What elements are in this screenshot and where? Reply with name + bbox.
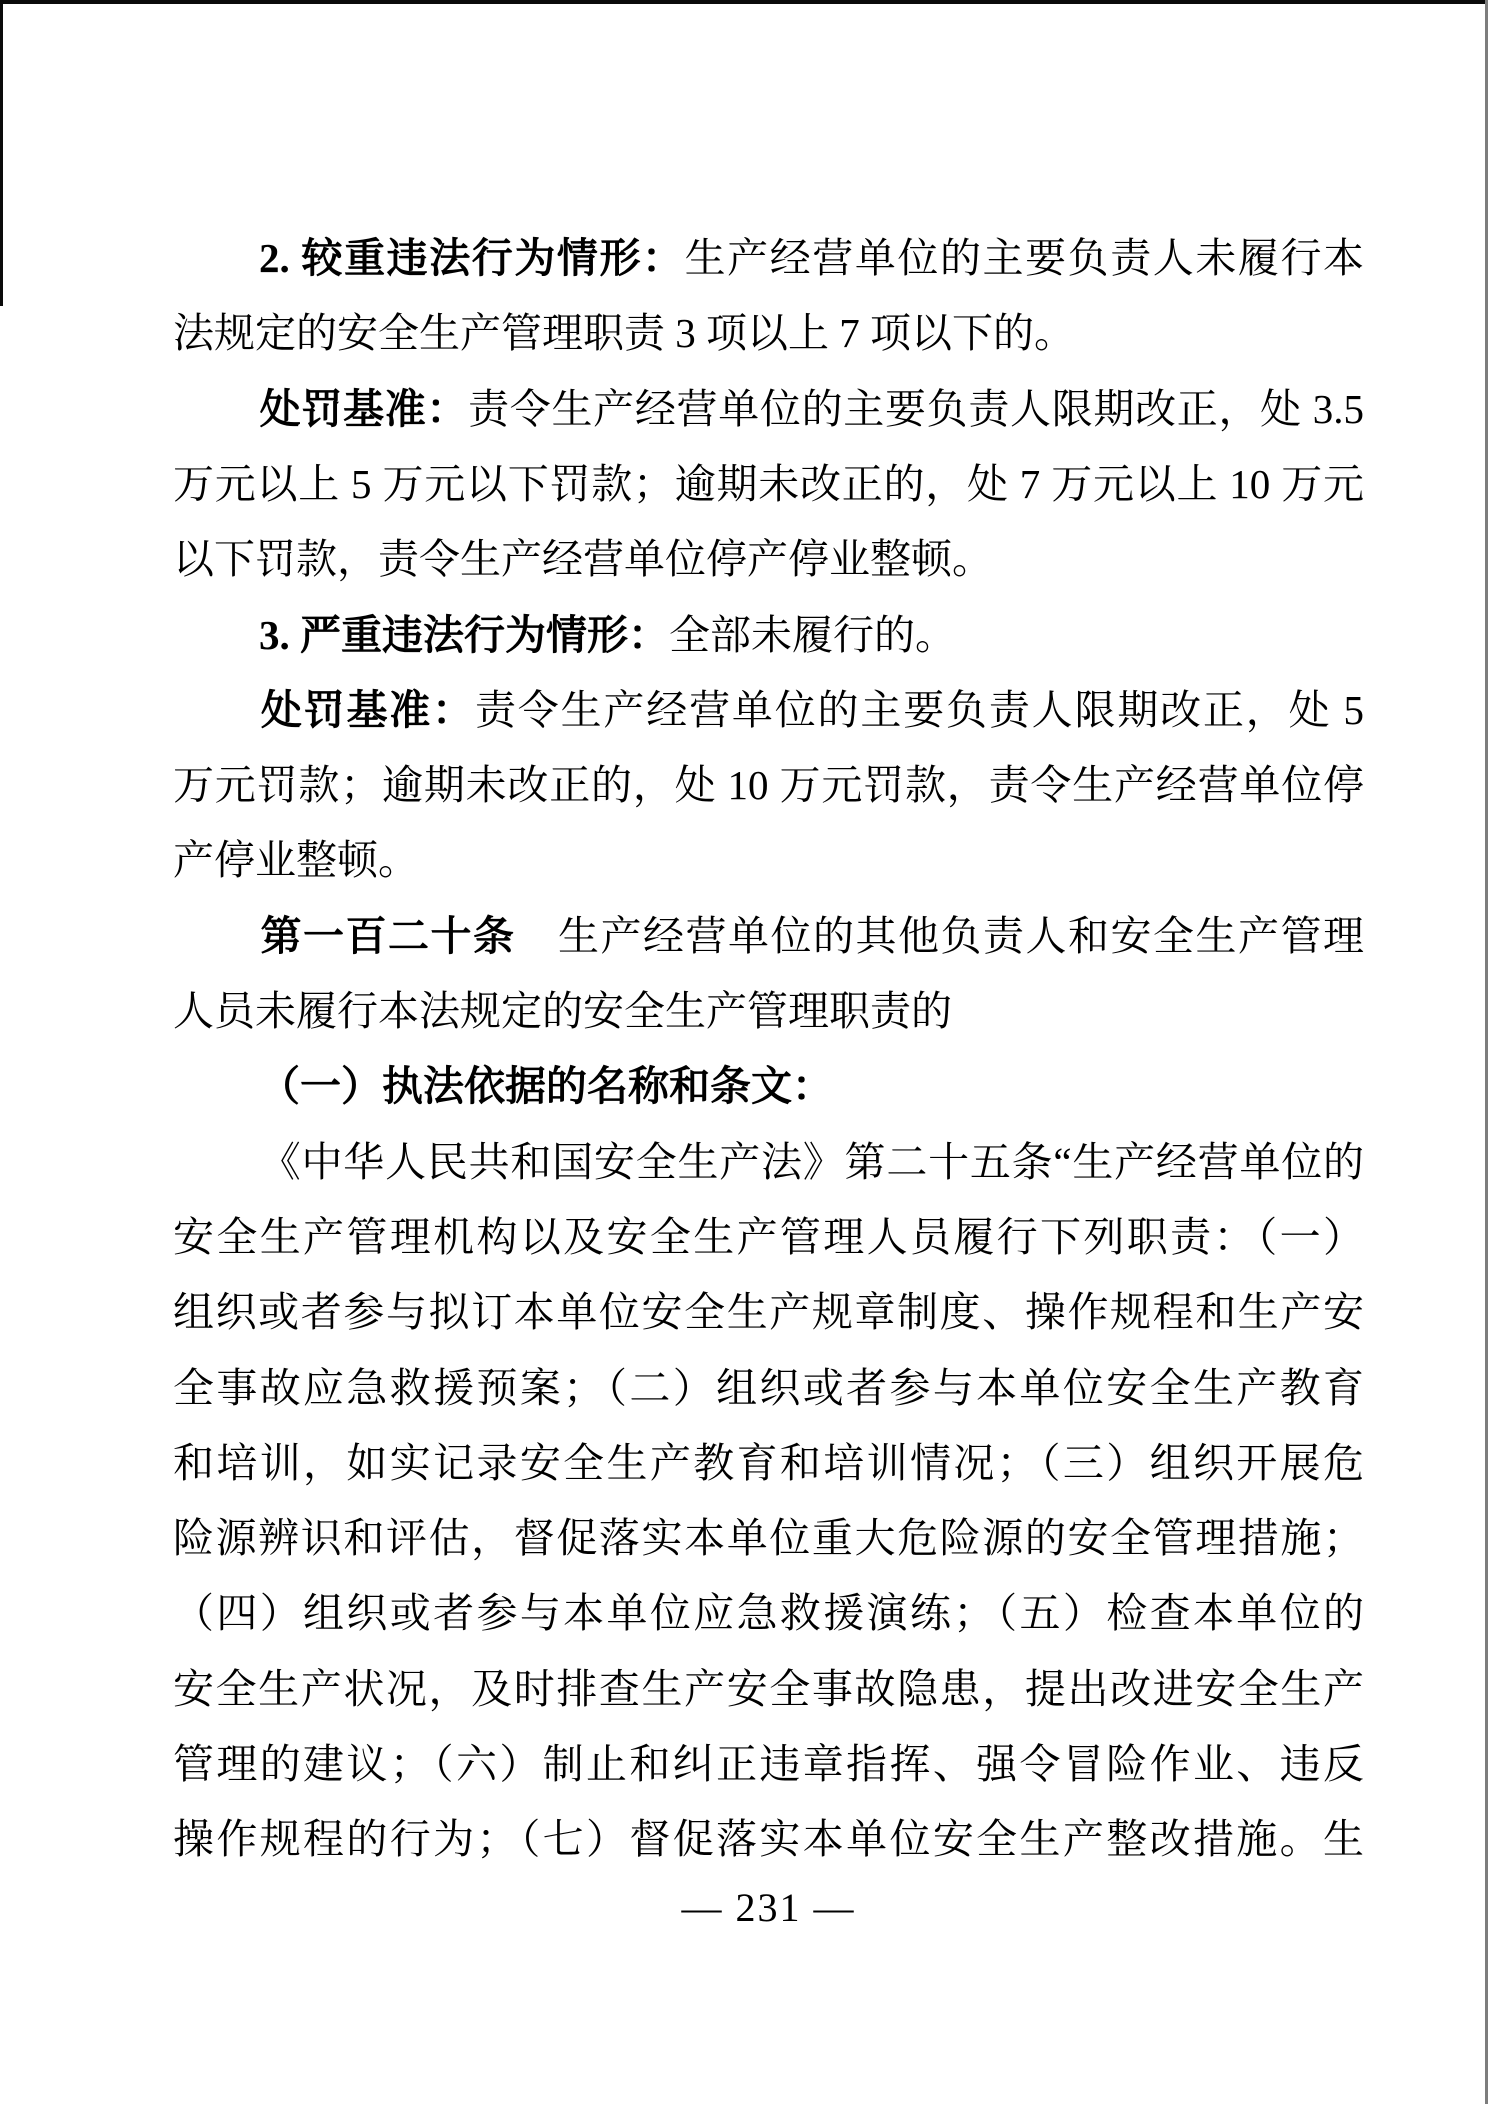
body-text: 《中华人民共和国安全生产法》第二十五条“生产经营单位的 [259, 1139, 1364, 1185]
text-line [173, 1274, 1364, 1350]
text-line [173, 446, 1364, 522]
bold-text: 3. 严重违法行为情形： [259, 612, 669, 658]
body-text: 法规定的安全生产管理职责 3 项以上 7 项以下的。 [173, 310, 1075, 356]
text-line [173, 822, 1364, 898]
bold-text: 2. 较重违法行为情形： [259, 235, 685, 281]
body-text: 生产经营单位的其他负责人和安全生产管理 [515, 913, 1364, 959]
paragraph-indent [173, 949, 259, 950]
body-text: 万元以上 5 万元以下罚款；逾期未改正的，处 7 万元以上 10 万元 [173, 461, 1364, 507]
bold-text: （一）执法依据的名称和条文： [259, 1063, 833, 1109]
body-text: 险源辨识和评估，督促落实本单位重大危险源的安全管理措施； [173, 1515, 1364, 1561]
text-line [173, 1726, 1364, 1802]
text-line [173, 898, 1364, 974]
text-line [173, 1199, 1364, 1275]
body-text: （四）组织或者参与本单位应急救援演练；（五）检查本单位的 [173, 1590, 1364, 1636]
body-text: 责令生产经营单位的主要负责人限期改正，处 5 [474, 687, 1365, 733]
text-line [173, 973, 1364, 1049]
text-line [173, 1651, 1364, 1727]
paragraph-indent [173, 422, 259, 423]
text-line [173, 1350, 1364, 1426]
body-text: 管理的建议；（六）制止和纠正违章指挥、强令冒险作业、违反 [173, 1741, 1364, 1787]
text-line [173, 1425, 1364, 1501]
body-text: 万元罚款；逾期未改正的，处 10 万元罚款，责令生产经营单位停 [173, 762, 1364, 808]
bold-text: 处罚基准： [259, 386, 469, 432]
body-text: 生产经营单位的主要负责人未履行本 [684, 235, 1365, 281]
body-text: 和培训，如实记录安全生产教育和培训情况；（三）组织开展危 [173, 1440, 1364, 1486]
body-text: 全事故应急救援预案；（二）组织或者参与本单位安全生产教育 [173, 1365, 1364, 1411]
text-line [173, 295, 1364, 371]
paragraph-indent [173, 1175, 259, 1176]
text-line [173, 371, 1364, 447]
body-text: 安全生产状况，及时排查生产安全事故隐患，提出改进安全生产 [173, 1666, 1364, 1712]
page-number: — 231 — [681, 1885, 856, 1930]
text-line [173, 521, 1364, 597]
paragraph-indent [173, 648, 259, 649]
paragraph-indent [173, 723, 259, 724]
text-line [173, 1801, 1364, 1877]
text-line [173, 597, 1364, 673]
text-line [173, 747, 1364, 823]
text-line [173, 220, 1364, 296]
text-line [173, 1500, 1364, 1576]
paragraph-indent [173, 271, 259, 272]
body-text: 全部未履行的。 [669, 612, 956, 658]
text-line [173, 672, 1364, 748]
bold-text: 第一百二十条 [259, 913, 516, 959]
body-text: 人员未履行本法规定的安全生产管理职责的 [173, 988, 952, 1034]
text-line [173, 1575, 1364, 1651]
bold-text: 处罚基准： [259, 687, 475, 733]
body-text: 产停业整顿。 [173, 837, 419, 883]
body-text: 安全生产管理机构以及安全生产管理人员履行下列职责：（一） [173, 1214, 1364, 1260]
paragraph-indent [173, 1099, 259, 1100]
body-text: 以下罚款，责令生产经营单位停产停业整顿。 [173, 536, 993, 582]
text-line [173, 1048, 1364, 1124]
body-text: 组织或者参与拟订本单位安全生产规章制度、操作规程和生产安 [173, 1289, 1364, 1335]
body-text: 责令生产经营单位的主要负责人限期改正，处 3.5 [468, 386, 1365, 432]
body-text: 操作规程的行为；（七）督促落实本单位安全生产整改措施。生 [173, 1816, 1364, 1862]
text-line [173, 1124, 1364, 1200]
